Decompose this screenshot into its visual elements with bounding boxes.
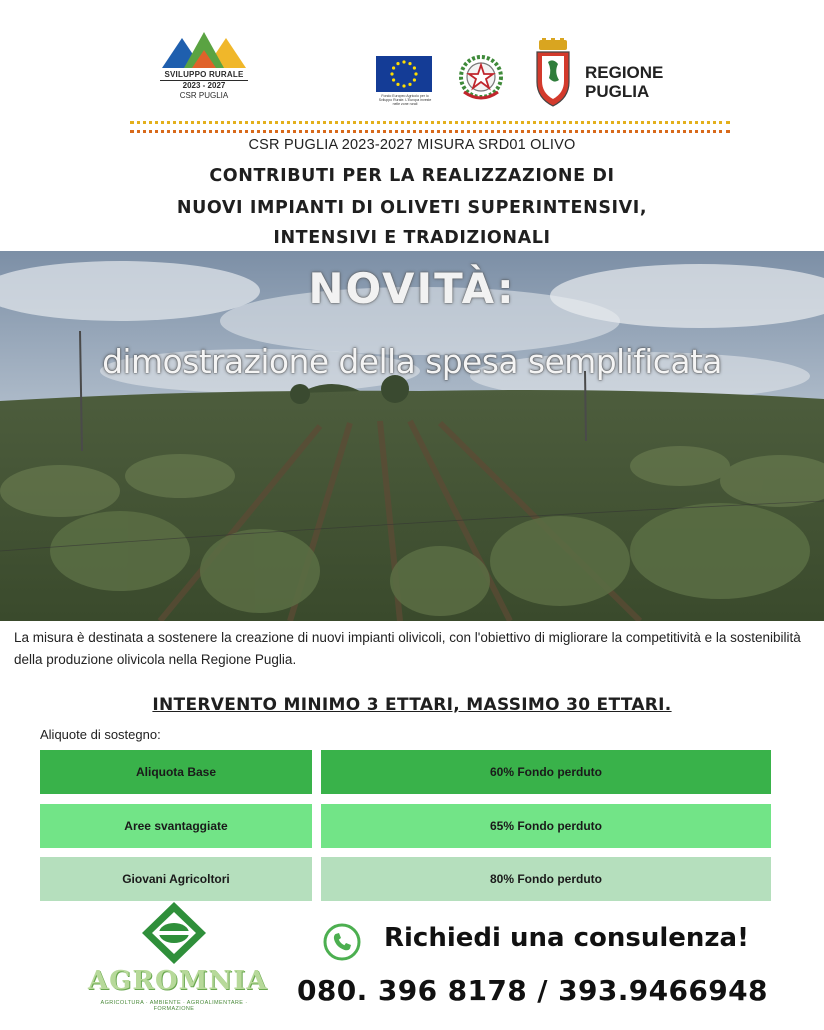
region-label-line1: REGIONE	[585, 63, 664, 82]
eu-logo-caption: Fondo Europeo Agricolo per lo Sviluppo Rurale. L'Europa investe nelle zone rurali	[378, 94, 432, 106]
rate-category-base: Aliquota Base	[40, 750, 312, 794]
csr-logo-line2: 2023 - 2027	[160, 80, 248, 90]
region-label-line2: PUGLIA	[585, 82, 650, 101]
measure-title: CSR PUGLIA 2023-2027 MISURA SRD01 OLIVO	[248, 137, 576, 153]
consultation-cta: Richiedi una consulenza!	[384, 923, 749, 953]
logo-mountain-orange	[192, 50, 216, 68]
phone-icon	[323, 923, 361, 961]
rates-label: Aliquote di sostegno:	[40, 727, 161, 742]
phone-numbers[interactable]: 080. 396 8178 / 393.9466948	[297, 974, 768, 1007]
headline-line-2: NUOVI IMPIANTI DI OLIVETI SUPERINTENSIVI,	[176, 198, 648, 218]
intervention-limits: INTERVENTO MINIMO 3 ETTARI, MASSIMO 30 ETTARI.	[152, 695, 672, 715]
company-name: AGROMNIA	[88, 966, 268, 996]
eu-flag-icon	[376, 56, 434, 110]
banner-title: NOVITÀ:	[308, 264, 516, 313]
csr-puglia-logo	[156, 14, 252, 106]
italian-emblem-icon	[456, 52, 506, 104]
agromnia-logo	[88, 900, 268, 1018]
rate-category-disadvantaged: Aree svantaggiate	[40, 804, 312, 848]
rate-value-disadvantaged: 65% Fondo perduto	[321, 804, 771, 848]
intro-paragraph: La misura è destinata a sostenere la creazione di nuovi impianti olivicoli, con l'obiettivo di migliorare la competitività e la sostenibilità della produzione olivicola nella Regione Puglia.	[14, 630, 801, 667]
csr-logo-line1: SVILUPPO RURALE	[164, 70, 244, 79]
decorative-line-yellow	[130, 121, 730, 124]
company-tagline: AGRICOLTURA · AMBIENTE · AGROALIMENTARE · FORMAZIONE	[100, 1000, 248, 1012]
csr-logo-line3: CSR PUGLIA	[179, 91, 229, 100]
rate-category-young-farmers: Giovani Agricoltori	[40, 857, 312, 901]
eu-flag	[376, 56, 432, 92]
headline-line-1: CONTRIBUTI PER LA REALIZZAZIONE DI	[209, 166, 615, 186]
banner-subtitle: dimostrazione della spesa semplificata	[102, 342, 722, 381]
rate-value-base: 60% Fondo perduto	[321, 750, 771, 794]
rate-value-young-farmers: 80% Fondo perduto	[321, 857, 771, 901]
decorative-line-orange	[130, 130, 730, 133]
puglia-emblem-icon	[534, 38, 572, 108]
region-label	[585, 63, 675, 101]
headline-line-3: INTENSIVI E TRADIZIONALI	[273, 228, 551, 248]
